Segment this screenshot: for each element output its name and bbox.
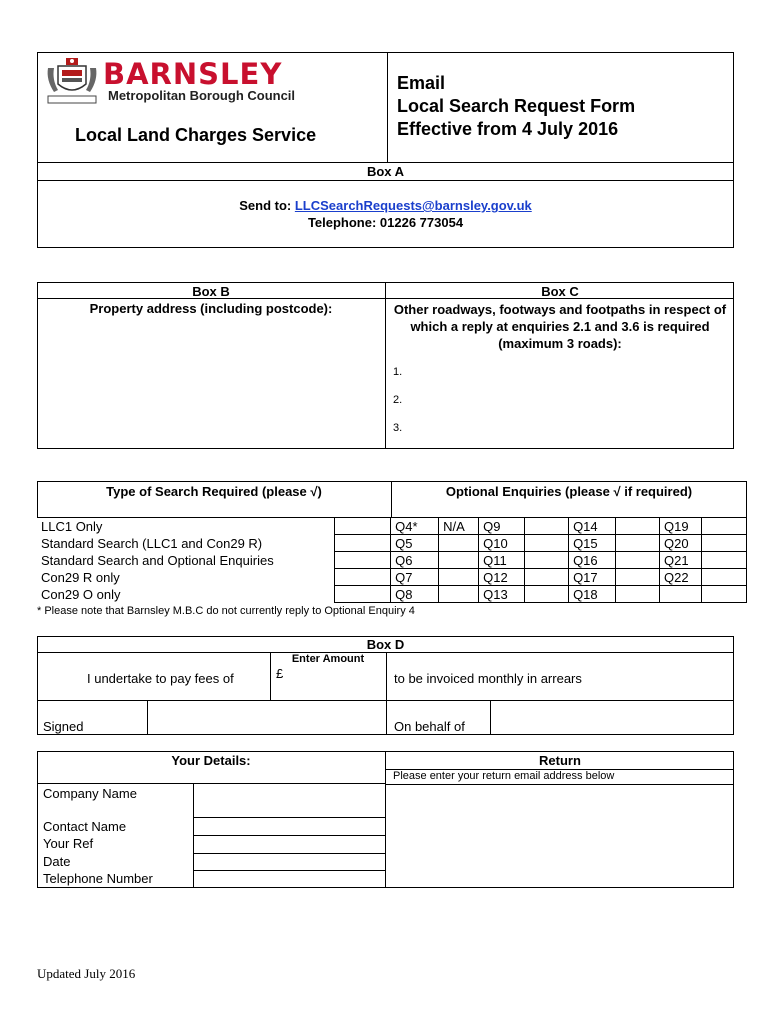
logo-name: BARNSLEY [103,57,283,91]
search-type-label: Standard Search and Optional Enquiries [37,552,335,569]
enquiry-checkbox[interactable] [701,518,746,535]
your-details-title: Your Details: [171,753,251,768]
updated-date: Updated July 2016 [37,966,136,981]
form-title-line2: Local Search Request Form [397,96,636,116]
search-type-checkbox[interactable] [335,535,391,552]
enquiry-label: Q10 [479,535,525,552]
search-type-label: Con29 R only [37,569,335,586]
enter-amount-label: Enter Amount [291,653,365,665]
property-address-field[interactable] [42,320,380,444]
optional-enquiries-header: Optional Enquiries (please √ if required) [445,484,693,499]
service-title: Local Land Charges Service [75,125,317,145]
enquiry-checkbox[interactable] [439,586,479,603]
enquiry-label: Q5 [391,535,439,552]
road-1-label: 1. [393,366,403,378]
box-c-title: Box C [541,284,579,299]
date-label: Date [43,854,71,869]
enquiry-label: Q9 [479,518,525,535]
enquiry-label: Q18 [569,586,616,603]
details-row-line-1 [193,817,385,818]
enquiry-checkbox[interactable] [525,552,569,569]
enquiry-checkbox[interactable] [525,586,569,603]
enquiry-checkbox[interactable] [525,535,569,552]
logo-subtitle: Metropolitan Borough Council [108,88,296,103]
enquiry-label: Q21 [660,552,702,569]
currency-symbol: £ [276,666,284,681]
enquiry-checkbox[interactable] [616,586,660,603]
enquiry-label: Q16 [569,552,616,569]
send-to-line [37,198,734,214]
signed-label: Signed [43,719,84,734]
telephone-number-label: Telephone Number [43,871,153,886]
enquiry-label: Q7 [391,569,439,586]
search-row [37,569,747,586]
on-behalf-label: On behalf of [394,719,465,734]
search-type-label: Con29 O only [37,586,335,603]
search-table [37,517,747,603]
enquiry-checkbox[interactable] [616,518,660,535]
details-row-line-2 [193,835,385,836]
your-ref-field[interactable] [196,837,382,852]
company-name-field[interactable] [196,786,382,815]
enquiry-label: Q11 [479,552,525,569]
return-email-field[interactable] [389,787,731,885]
search-type-checkbox[interactable] [335,518,391,535]
company-name-label: Company Name [43,786,137,801]
search-type-label: LLC1 Only [37,518,335,535]
enquiry-checkbox[interactable] [616,535,660,552]
enquiry-checkbox[interactable] [616,569,660,586]
enquiry-checkbox[interactable] [525,569,569,586]
enquiry-label: Q12 [479,569,525,586]
box-bc-divider [385,282,386,449]
return-instruction-line [386,784,734,785]
invoiced-text: to be invoiced monthly in arrears [394,671,582,686]
form-title-line3: Effective from 4 July 2016 [397,119,619,139]
amount-cell-right [386,652,387,735]
search-row [37,586,747,603]
enquiry-label: Q15 [569,535,616,552]
road-2-label: 2. [393,394,403,406]
enquiry-checkbox[interactable] [701,552,746,569]
header-divider [387,52,388,163]
box-b-title: Box B [192,284,230,299]
your-ref-label: Your Ref [43,836,94,851]
search-type-checkbox[interactable] [335,569,391,586]
box-b-label: Property address (including postcode): [89,301,333,316]
enquiry-label: Q22 [660,569,702,586]
enquiry-label: Q4* [391,518,439,535]
search-row [37,518,747,535]
empty-cell [660,586,702,603]
enquiry-label: Q8 [391,586,439,603]
search-row [37,535,747,552]
enquiry-4-note: * Please note that Barnsley M.B.C do not currently reply to Optional Enquiry 4 [37,605,415,617]
search-type-checkbox[interactable] [335,586,391,603]
signature-field[interactable] [150,702,384,733]
enquiry-checkbox[interactable] [701,535,746,552]
road-2-field[interactable] [406,390,728,410]
telephone-line: Telephone: 01226 773054 [307,215,464,230]
enquiry-checkbox[interactable] [616,552,660,569]
enquiry-label: Q17 [569,569,616,586]
details-title-line [37,783,385,784]
return-instruction: Please enter your return email address below [393,770,615,782]
search-type-header: Type of Search Required (please √) [106,484,322,499]
date-field[interactable] [196,855,382,869]
contact-name-label: Contact Name [43,819,127,834]
contact-name-field[interactable] [196,819,382,834]
search-type-label: Standard Search (LLC1 and Con29 R) [37,535,335,552]
enquiry-checkbox[interactable] [701,586,746,603]
search-type-checkbox[interactable] [335,552,391,569]
enquiry-checkbox[interactable] [439,535,479,552]
search-row [37,552,747,569]
return-title: Return [539,753,581,768]
enquiry-label: Q20 [660,535,702,552]
road-1-field[interactable] [406,362,728,382]
form-title-line1: Email [397,73,446,93]
search-email-link[interactable]: LLCSearchRequests@barnsley.gov.uk [294,198,532,213]
enquiry-label: Q14 [569,518,616,535]
details-row-line-4 [193,870,385,871]
box-c-label: Other roadways, footways and footpaths in respect of which a reply at enquiries 2.1 and 3.6 is required (maximum 3 roads): [393,302,727,351]
fee-amount-input[interactable] [290,667,382,697]
enquiry-label: Q6 [391,552,439,569]
road-3-field[interactable] [406,418,728,438]
details-divider [385,751,386,888]
road-3-label: 3. [393,422,403,434]
enquiry-checkbox[interactable] [701,569,746,586]
enquiry-label: Q13 [479,586,525,603]
enquiry-status: N/A [439,518,479,535]
details-row-line-3 [193,853,385,854]
on-behalf-field[interactable] [493,702,731,733]
telephone-number-field[interactable] [196,872,382,886]
enquiry-label: Q19 [660,518,702,535]
enquiry-checkbox[interactable] [525,518,569,535]
enquiry-checkbox[interactable] [439,569,479,586]
undertake-label: I undertake to pay fees of [87,671,234,686]
box-a-title: Box A [366,164,405,179]
enquiry-checkbox[interactable] [439,552,479,569]
council-crest-icon [44,56,100,106]
send-to-label: Send to: [239,198,295,213]
signed-divider [147,700,148,735]
box-d-title: Box D [366,637,405,652]
behalf-divider [490,700,491,735]
